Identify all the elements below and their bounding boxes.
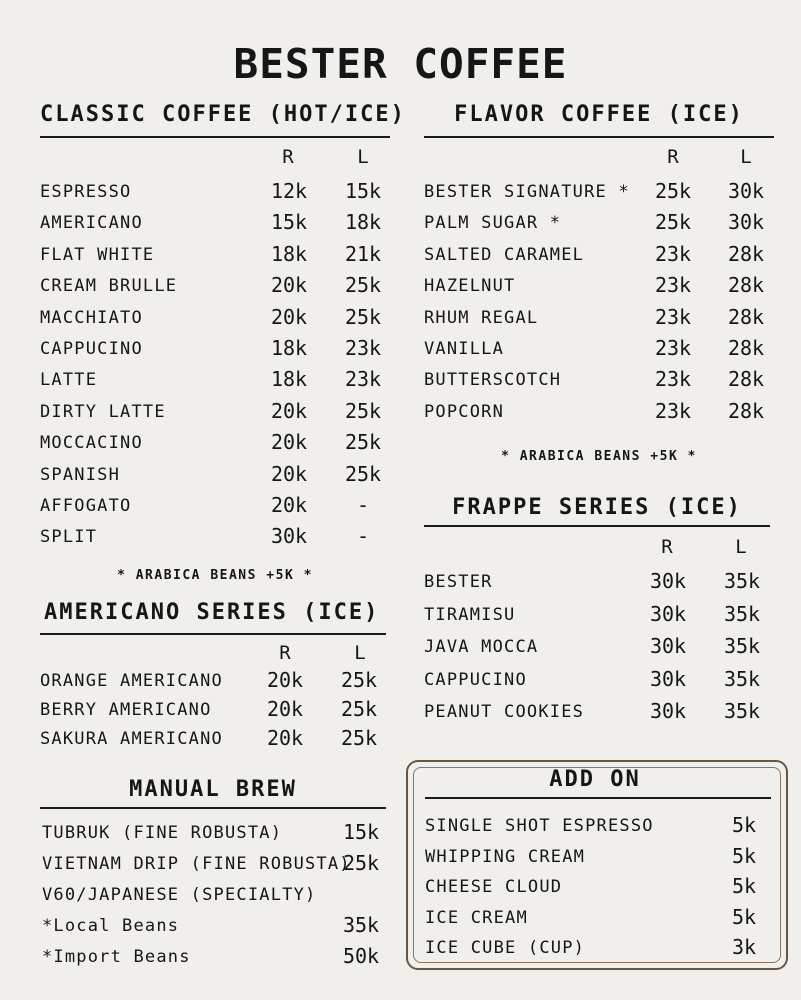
- americano-col-large: L: [354, 642, 366, 664]
- classic-item-price-regular: 12k: [270, 179, 308, 203]
- classic-item-price-large: -: [356, 493, 370, 517]
- flavor-item-price-regular: 23k: [654, 336, 692, 360]
- manual-brew-item-name: *Import Beans: [42, 947, 191, 967]
- frappe-series-title: FRAPPE SERIES (ICE): [452, 495, 742, 520]
- frappe-item-price-large: 35k: [723, 634, 761, 658]
- flavor-item-price-large: 28k: [727, 273, 765, 298]
- frappe-item-price-regular: 30k: [649, 699, 687, 723]
- flavor-item-price-large: 28k: [727, 367, 765, 392]
- add-on-title: ADD ON: [549, 767, 641, 792]
- manual-divider: [40, 807, 386, 809]
- flavor-item-name: SALTED CARAMEL: [424, 244, 585, 265]
- classic-item-name: SPLIT: [40, 527, 98, 548]
- frappe-item-price-regular: 30k: [649, 666, 687, 691]
- classic-item-name: SPANISH: [40, 464, 121, 485]
- frappe-item-name: CAPPUCINO: [424, 669, 527, 690]
- classic-item-price-large: 25k: [344, 461, 382, 486]
- add-on-item-name: WHIPPING CREAM: [425, 846, 586, 867]
- frappe-item-price-large: 35k: [723, 569, 761, 593]
- frappe-col-large: L: [735, 536, 747, 558]
- add-on-item-price: 5k: [731, 843, 757, 868]
- frappe-item-price-large: 35k: [723, 699, 761, 723]
- frappe-item-price-regular: 30k: [649, 569, 687, 593]
- classic-item-price-regular: 18k: [270, 367, 308, 392]
- add-on-item-name: CHEESE CLOUD: [425, 877, 563, 897]
- flavor-item-price-large: 30k: [727, 179, 765, 203]
- classic-item-price-large: 15k: [344, 179, 382, 203]
- classic-item-price-regular: 20k: [270, 304, 308, 329]
- add-on-divider: [425, 797, 771, 799]
- flavor-item-name: RHUM REGAL: [424, 307, 539, 328]
- flavor-arabica-note: * ARABICA BEANS +5K *: [501, 449, 697, 464]
- classic-item-price-regular: 20k: [270, 430, 308, 455]
- classic-item-price-regular: 20k: [270, 461, 308, 486]
- classic-item-price-regular: 20k: [270, 273, 308, 298]
- classic-item-name: DIRTY LATTE: [40, 401, 166, 422]
- flavor-item-price-regular: 25k: [654, 179, 692, 203]
- manual-brew-item-price: 35k: [342, 913, 380, 937]
- manual-brew-item-name: V60/JAPANESE (SPECIALTY): [42, 885, 317, 905]
- flavor-item-price-regular: 23k: [654, 367, 692, 392]
- add-on-item-price: 5k: [731, 813, 757, 837]
- frappe-item-price-regular: 30k: [649, 634, 687, 658]
- manual-brew-item-name: VIETNAM DRIP (FINE ROBUSTA): [42, 854, 351, 874]
- manual-brew-item-name: *Local Beans: [42, 916, 180, 936]
- americano-item-name: BERRY AMERICANO: [40, 700, 212, 720]
- classic-item-price-large: 23k: [344, 336, 382, 360]
- flavor-item-price-regular: 23k: [654, 398, 692, 423]
- classic-item-name: ESPRESSO: [40, 182, 132, 202]
- add-on-item-name: ICE CREAM: [425, 907, 528, 928]
- flavor-item-price-regular: 23k: [654, 304, 692, 329]
- americano-item-price-regular: 20k: [266, 726, 304, 750]
- frappe-col-regular: R: [661, 536, 673, 558]
- flavor-item-price-large: 28k: [727, 304, 765, 329]
- classic-item-price-large: 25k: [344, 273, 382, 298]
- frappe-divider: [424, 525, 770, 527]
- americano-item-price-regular: 20k: [266, 668, 304, 692]
- flavor-item-price-regular: 25k: [654, 210, 692, 235]
- americano-item-price-regular: 20k: [266, 697, 304, 721]
- classic-item-price-regular: 15k: [270, 210, 308, 235]
- flavor-item-name: POPCORN: [424, 401, 505, 422]
- classic-item-price-large: -: [356, 524, 370, 549]
- classic-item-name: FLAT WHITE: [40, 244, 155, 265]
- manual-brew-item-price: 50k: [342, 944, 380, 968]
- manual-brew-title: MANUAL BREW: [129, 777, 297, 802]
- frappe-item-price-regular: 30k: [649, 601, 687, 626]
- classic-item-price-large: 21k: [344, 241, 382, 266]
- classic-item-price-regular: 18k: [270, 336, 308, 360]
- flavor-item-name: BESTER SIGNATURE *: [424, 182, 630, 202]
- add-on-item-price: 5k: [731, 904, 757, 929]
- classic-item-price-regular: 18k: [270, 241, 308, 266]
- classic-item-price-large: 25k: [344, 398, 382, 423]
- flavor-item-price-large: 28k: [727, 398, 765, 423]
- classic-item-name: LATTE: [40, 370, 98, 391]
- flavor-item-price-regular: 23k: [654, 241, 692, 266]
- flavor-item-price-large: 28k: [727, 241, 765, 266]
- classic-item-price-regular: 20k: [270, 493, 308, 517]
- classic-item-name: AFFOGATO: [40, 496, 132, 516]
- flavor-item-price-large: 28k: [727, 336, 765, 360]
- frappe-item-name: PEANUT COOKIES: [424, 702, 585, 722]
- flavor-item-name: BUTTERSCOTCH: [424, 370, 562, 391]
- classic-item-name: MOCCACINO: [40, 433, 143, 454]
- classic-coffee-title: CLASSIC COFFEE (HOT/ICE): [40, 102, 406, 127]
- americano-col-regular: R: [279, 642, 291, 664]
- flavor-coffee-title: FLAVOR COFFEE (ICE): [454, 102, 744, 127]
- classic-item-name: AMERICANO: [40, 213, 143, 234]
- americano-series-title: AMERICANO SERIES (ICE): [44, 600, 380, 625]
- flavor-item-name: HAZELNUT: [424, 276, 516, 297]
- flavor-col-regular: R: [667, 146, 679, 168]
- classic-item-price-regular: 30k: [270, 524, 308, 549]
- classic-item-price-large: 25k: [344, 430, 382, 455]
- americano-item-name: SAKURA AMERICANO: [40, 729, 223, 749]
- classic-item-name: MACCHIATO: [40, 307, 143, 328]
- classic-arabica-note: * ARABICA BEANS +5K *: [117, 568, 313, 583]
- frappe-item-name: TIRAMISU: [424, 604, 516, 625]
- classic-item-price-regular: 20k: [270, 398, 308, 423]
- americano-item-price-large: 25k: [340, 668, 378, 692]
- add-on-item-price: 5k: [731, 874, 757, 898]
- flavor-item-name: VANILLA: [424, 339, 505, 359]
- classic-divider: [40, 136, 390, 138]
- flavor-item-price-regular: 23k: [654, 273, 692, 298]
- americano-divider: [40, 633, 386, 635]
- americano-item-name: ORANGE AMERICANO: [40, 671, 223, 691]
- flavor-col-large: L: [740, 146, 752, 168]
- add-on-item-name: SINGLE SHOT ESPRESSO: [425, 816, 654, 836]
- frappe-item-name: JAVA MOCCA: [424, 637, 539, 657]
- manual-brew-item-price: 25k: [342, 851, 380, 875]
- flavor-divider: [424, 136, 774, 138]
- classic-item-name: CREAM BRULLE: [40, 276, 178, 297]
- americano-item-price-large: 25k: [340, 726, 378, 750]
- flavor-item-price-large: 30k: [727, 210, 765, 235]
- americano-item-price-large: 25k: [340, 697, 378, 721]
- flavor-item-name: PALM SUGAR *: [424, 213, 562, 234]
- classic-item-price-large: 23k: [344, 367, 382, 392]
- add-on-item-price: 3k: [731, 935, 757, 959]
- classic-item-name: CAPPUCINO: [40, 339, 143, 359]
- add-on-item-name: ICE CUBE (CUP): [425, 938, 586, 958]
- menu-title: BESTER COFFEE: [233, 40, 568, 88]
- frappe-item-price-large: 35k: [723, 601, 761, 626]
- classic-col-large: L: [357, 146, 369, 168]
- manual-brew-item-price: 15k: [342, 820, 380, 844]
- classic-item-price-large: 25k: [344, 304, 382, 329]
- frappe-item-name: BESTER: [424, 572, 493, 592]
- manual-brew-item-name: TUBRUK (FINE ROBUSTA): [42, 823, 283, 843]
- frappe-item-price-large: 35k: [723, 666, 761, 691]
- classic-col-regular: R: [282, 146, 294, 168]
- classic-item-price-large: 18k: [344, 210, 382, 235]
